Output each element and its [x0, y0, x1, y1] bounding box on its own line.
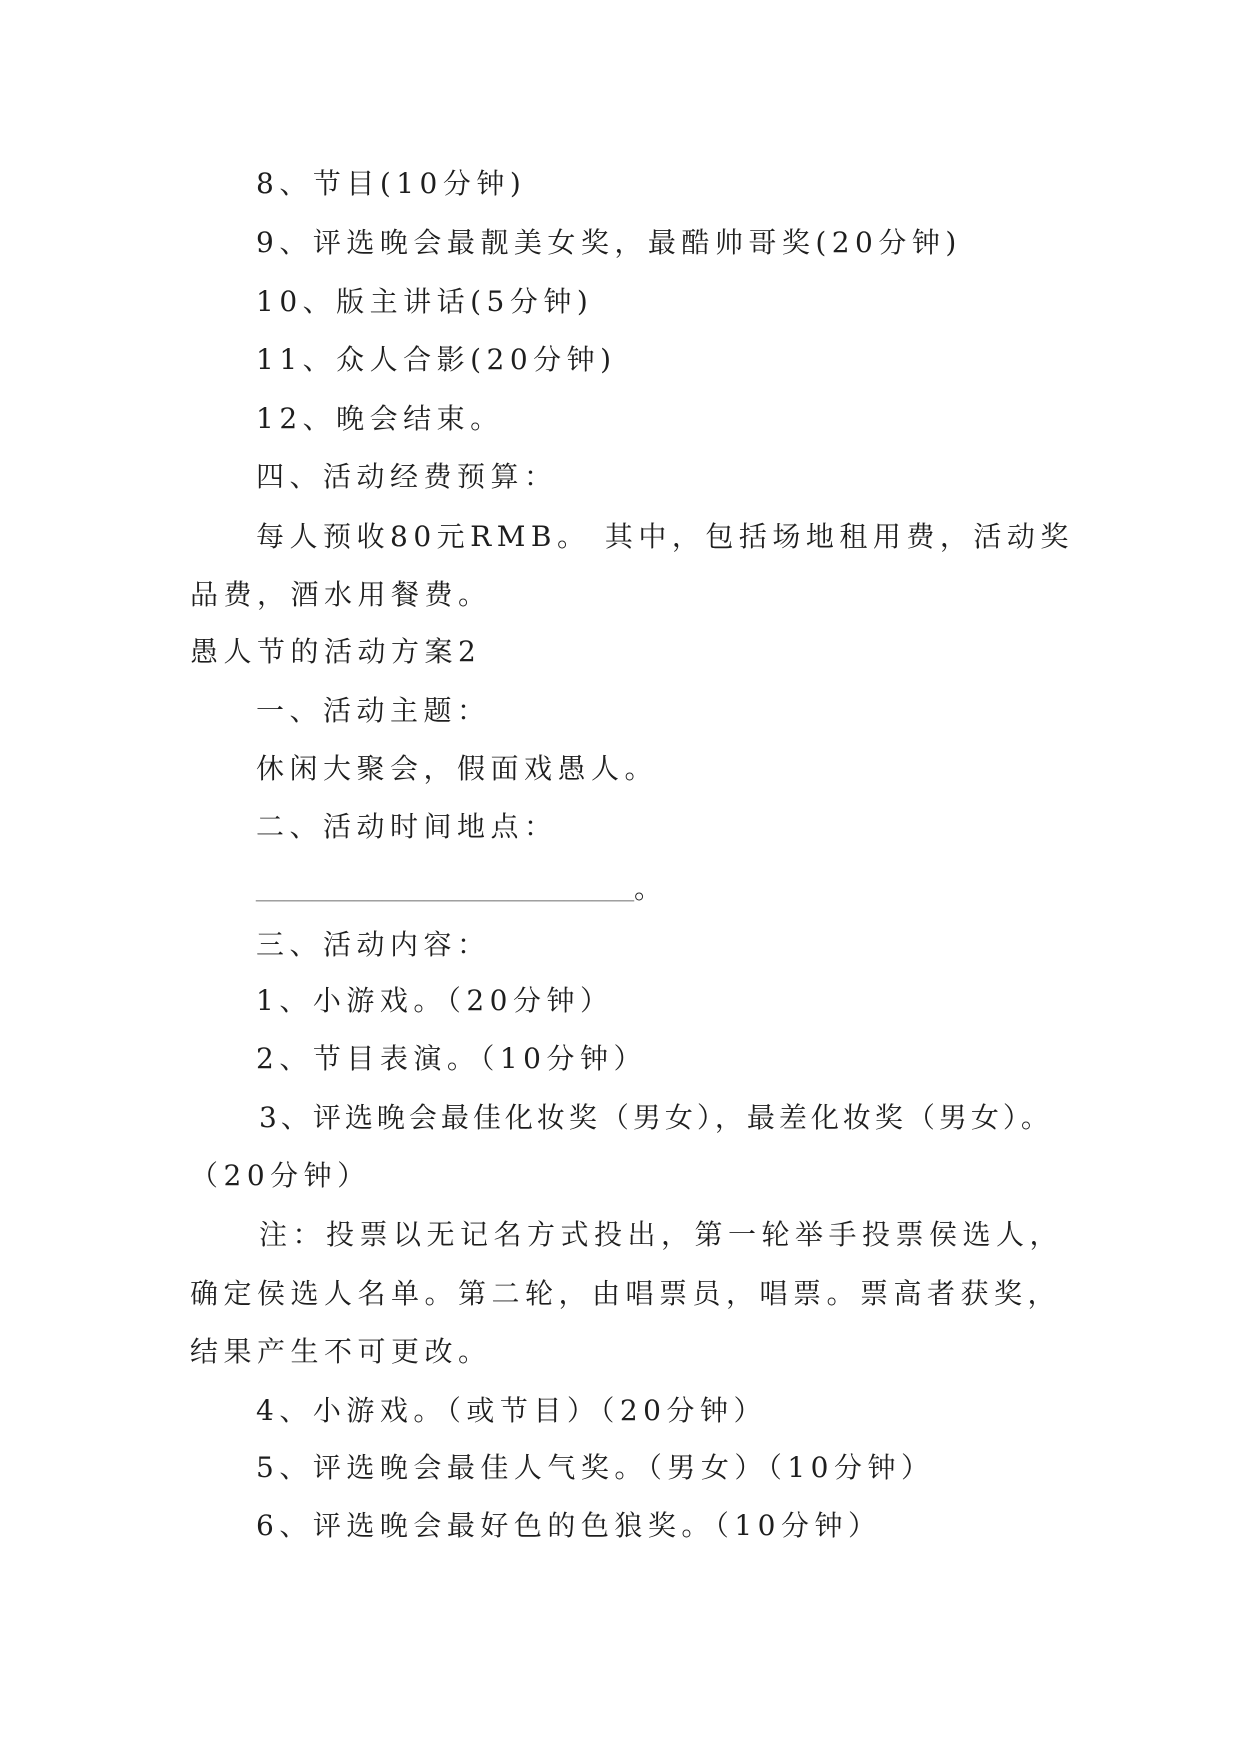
doc-line: 12、晚会结束。 [256, 402, 504, 435]
doc-line: 每人预收80元RMB。 其中，包括场地租用费，活动奖 [256, 520, 1074, 553]
doc-line: （20分钟） [190, 1159, 371, 1192]
section-heading: 三、活动内容： [256, 928, 491, 961]
doc-line: 休闲大聚会，假面戏愚人。 [256, 752, 659, 785]
blank-end-mark: 。 [634, 872, 668, 905]
doc-line: 11、众人合影(20分钟) [256, 343, 617, 376]
blank-underline: ___________________________ [256, 874, 634, 905]
doc-line: 5、评选晚会最佳人气奖。（男女）（10分钟） [256, 1451, 935, 1484]
doc-line: 6、评选晚会最好色的色狼奖。（10分钟） [256, 1509, 882, 1542]
section-heading: 二、活动时间地点： [256, 810, 558, 843]
section-heading: 四、活动经费预算： [256, 460, 558, 493]
doc-line: 注：投票以无记名方式投出，第一轮举手投票侯选人， [259, 1218, 1064, 1251]
doc-line: 10、版主讲话(5分钟) [256, 285, 594, 318]
doc-line: 品费，酒水用餐费。 [190, 578, 492, 611]
section-heading: 一、活动主题： [256, 694, 491, 727]
doc-line: 结果产生不可更改。 [190, 1335, 492, 1368]
doc-line: 8、节目(10分钟) [256, 167, 527, 200]
doc-line: 确定侯选人名单。第二轮，由唱票员，唱票。票高者获奖， [190, 1277, 1062, 1310]
doc-line: 4、小游戏。（或节目）（20分钟） [256, 1394, 767, 1427]
fill-in-blank-line [256, 871, 668, 907]
doc-line: 2、节目表演。（10分钟） [256, 1042, 647, 1075]
doc-line: 3、评选晚会最佳化妆奖（男女），最差化妆奖（男女）。 [259, 1101, 1053, 1134]
document-title: 愚人节的活动方案2 [190, 635, 482, 668]
doc-line: 1、小游戏。（20分钟） [256, 984, 614, 1017]
doc-line: 9、评选晚会最靓美女奖，最酷帅哥奖(20分钟) [256, 226, 962, 259]
